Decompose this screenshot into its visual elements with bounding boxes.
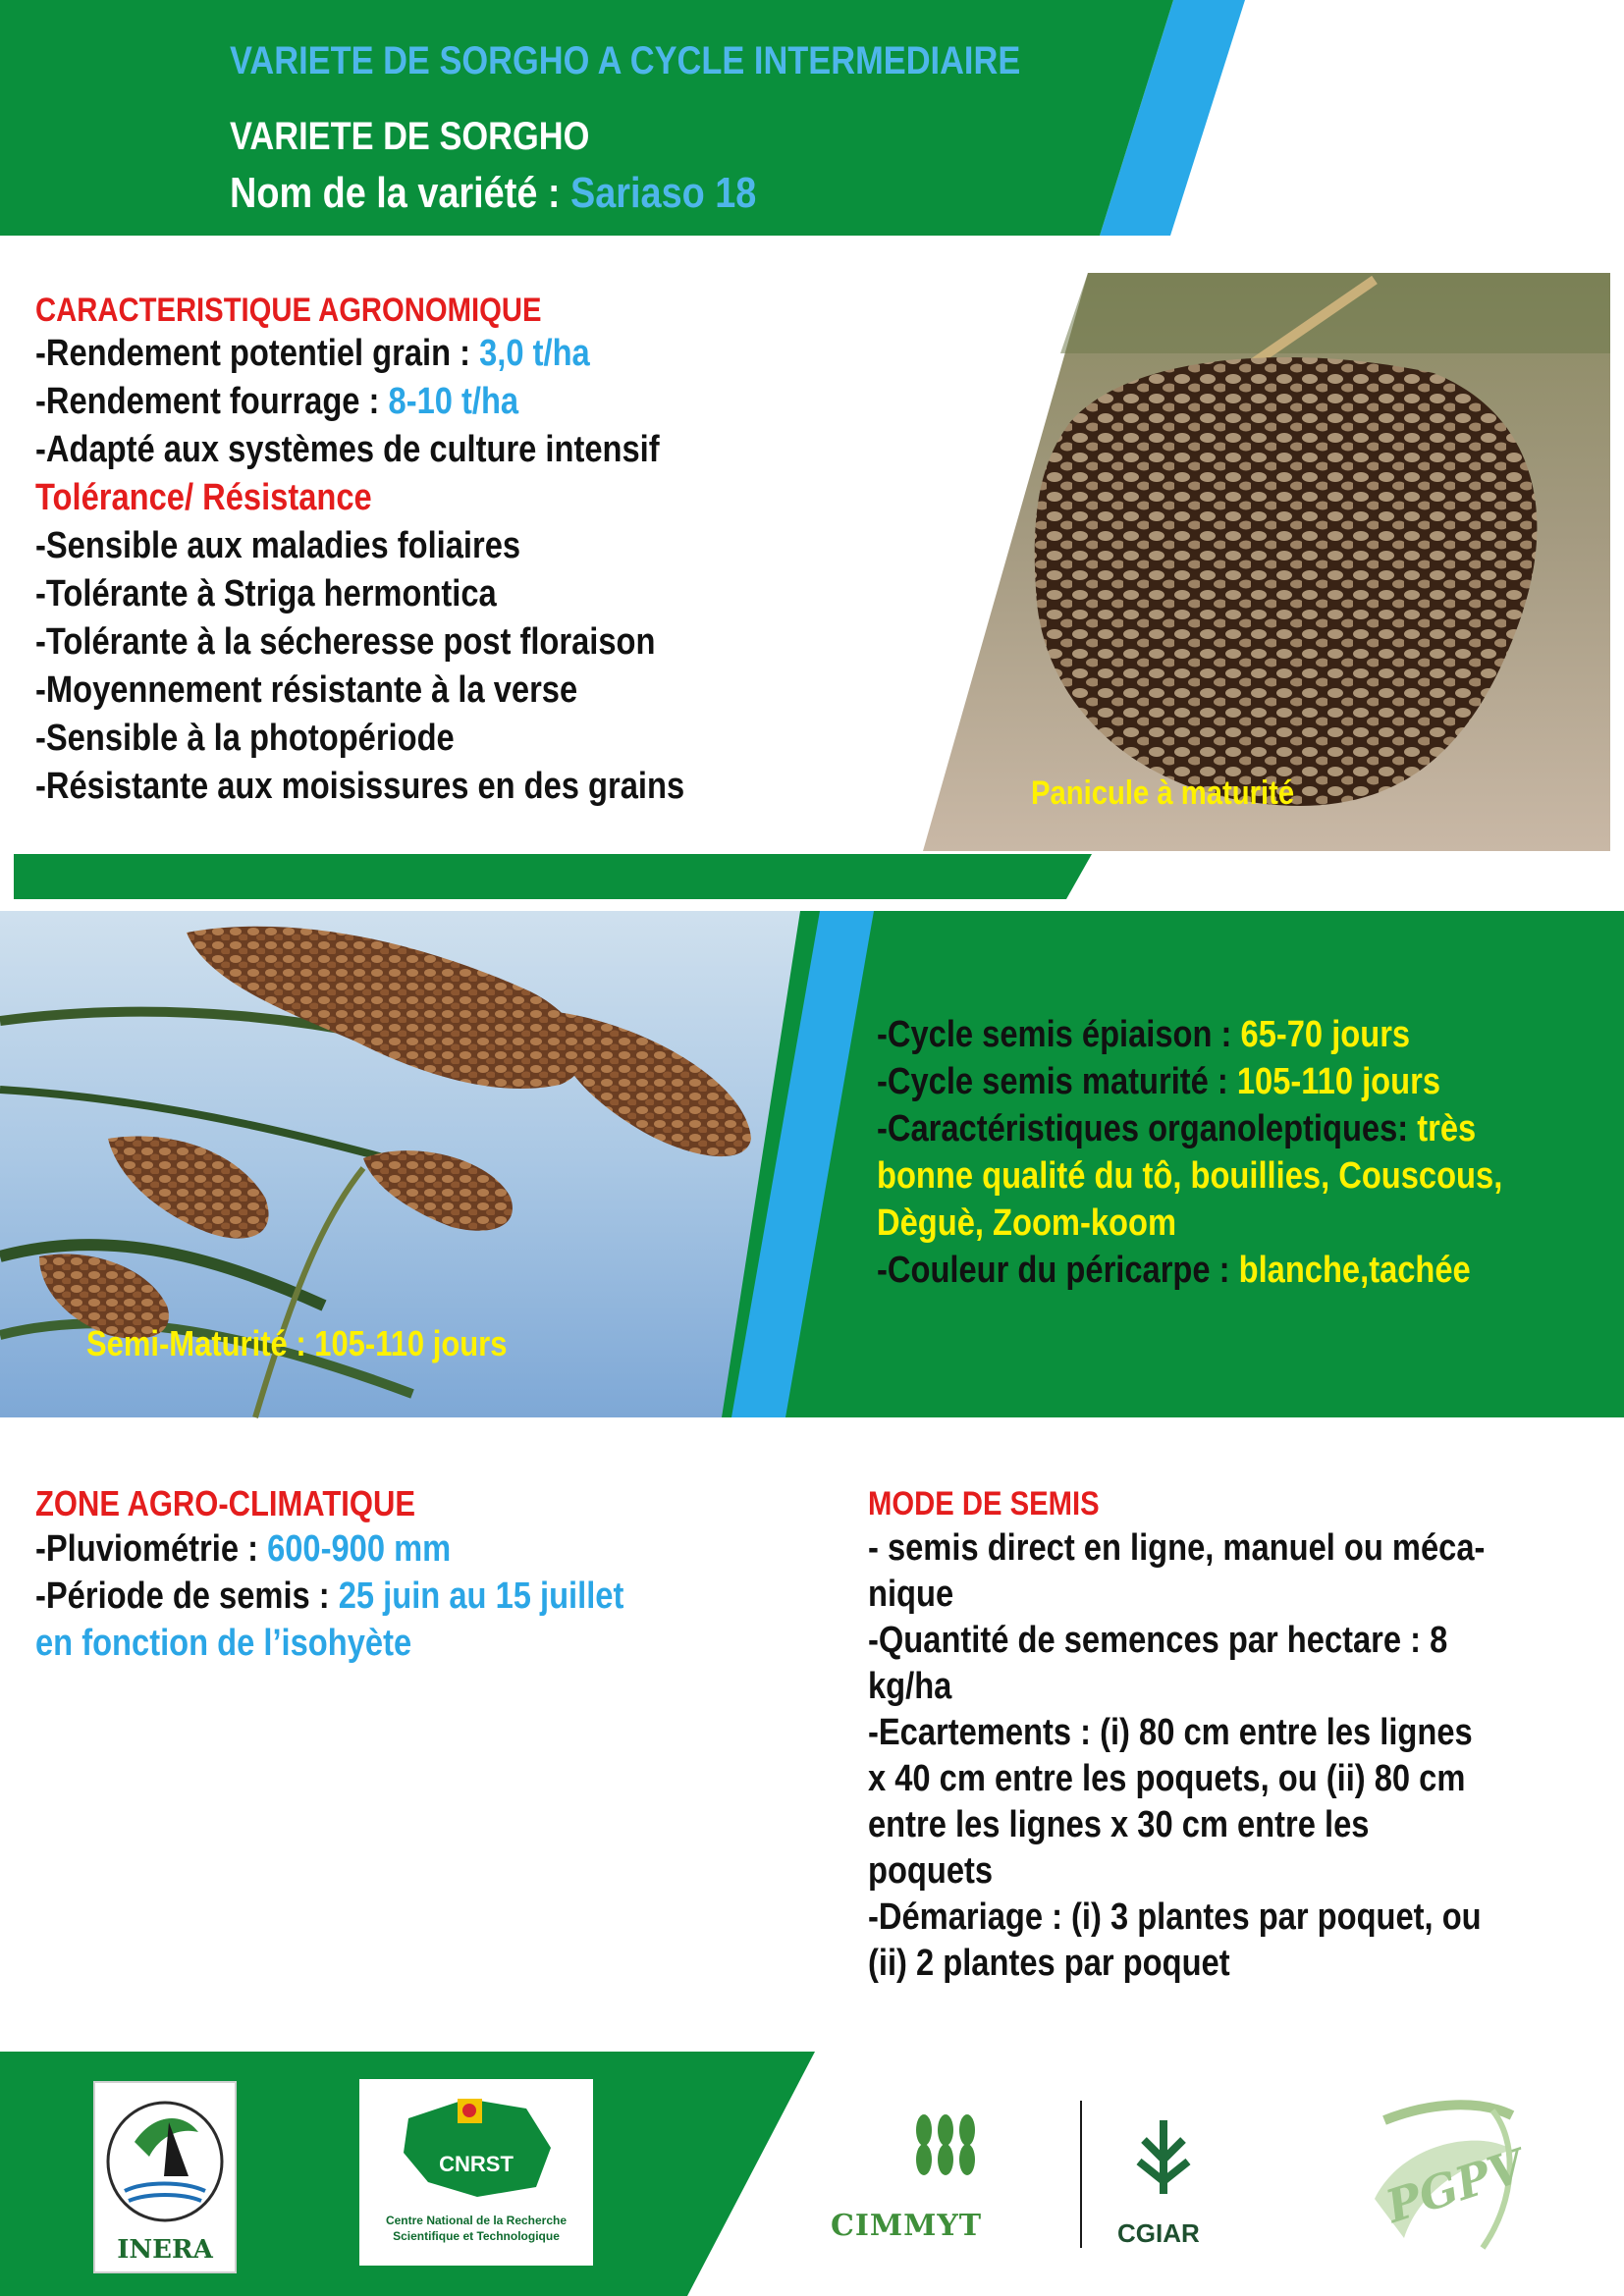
tolerance-item: -Sensible aux maladies foliaires (35, 525, 521, 566)
sowing-line: x 40 cm entre les poquets, ou (ii) 80 cm (868, 1758, 1466, 1799)
organo-label: -Caractéristiques organoleptiques: (877, 1108, 1418, 1149)
tolerance-heading: Tolérance/ Résistance (35, 477, 372, 518)
sowing-line: (ii) 2 plantes par poquet (868, 1943, 1230, 1984)
cimmyt-label: CIMMYT (831, 2209, 983, 2243)
sowing-section (868, 1482, 1485, 1987)
yield-grain-value: 3,0 t/ha (479, 333, 590, 374)
cnrst-logo (359, 2079, 593, 2266)
cycle-heading-value: 65-70 jours (1240, 1014, 1411, 1055)
cycle-heading-label: -Cycle semis épiaison : (877, 1014, 1241, 1055)
sowing-line: -Démariage : (i) 3 plantes par poquet, ou (868, 1896, 1482, 1938)
pericarp-label: -Couleur du péricarpe : (877, 1250, 1239, 1291)
yield-forage-label: -Rendement fourrage : (35, 381, 389, 422)
tolerance-item: -Moyennement résistante à la verse (35, 669, 578, 711)
tolerance-item: -Résistante aux moisissures en des grains (35, 766, 685, 807)
inera-emblem-icon (95, 2083, 235, 2230)
cycle-maturity-value: 105-110 jours (1236, 1061, 1440, 1102)
sowing-period-value: 25 juin au 15 juillet (338, 1575, 624, 1617)
yield-forage-value: 8-10 t/ha (388, 381, 519, 422)
yield-forage (35, 378, 684, 426)
cimmyt-logo (831, 2091, 1056, 2258)
organo-value-2: bonne qualité du tô, bouillies, Couscous, (877, 1155, 1503, 1197)
pgpv-logo (1345, 2081, 1542, 2268)
cycle-maturity-line (877, 1058, 1502, 1105)
sowing-line: - semis direct en ligne, manuel ou méca- (868, 1527, 1486, 1569)
cycle-maturity-label: -Cycle semis maturité : (877, 1061, 1237, 1102)
tolerance-item: -Sensible à la photopériode (35, 718, 455, 759)
sowing-line: nique (868, 1574, 954, 1615)
panicle-caption: Panicule à maturité (1031, 774, 1295, 812)
pericarp-line (877, 1247, 1502, 1294)
rain-line (35, 1525, 623, 1573)
cimmyt-wheat-icon (831, 2091, 1056, 2199)
variety-name-value: Sariaso 18 (569, 169, 757, 217)
agronomic-heading: CARACTERISTIQUE AGRONOMIQUE (35, 292, 542, 329)
cnrst-full-name: Centre National de la Recherche Scientifique et Technologique (385, 2214, 568, 2243)
zone-heading: ZONE AGRO-CLIMATIQUE (35, 1483, 415, 1523)
yield-grain-label: -Rendement potentiel grain : (35, 333, 480, 374)
logo-divider (1080, 2101, 1082, 2248)
organo-line (877, 1105, 1502, 1152)
adapted-text: -Adapté aux systèmes de culture intensif (35, 429, 660, 470)
cgiar-wheat-icon (1100, 2101, 1227, 2209)
variety-subtitle: VARIETE DE SORGHO (230, 115, 590, 158)
agronomic-section (35, 291, 684, 811)
sowing-line: -Quantité de semences par hectare : 8 (868, 1620, 1448, 1661)
tolerance-item: -Tolérante à Striga hermontica (35, 573, 497, 614)
inera-logo (93, 2081, 237, 2273)
sowing-line: -Ecartements : (i) 80 cm entre les lignes (868, 1712, 1473, 1753)
tolerance-item: -Tolérante à la sécheresse post floraison (35, 621, 656, 663)
rain-value: 600-900 mm (267, 1528, 452, 1570)
cycle-heading-line (877, 1011, 1502, 1058)
organo-value-3: Dèguè, Zoom-koom (877, 1202, 1177, 1244)
sowing-period-note: en fonction de l’isohyète (35, 1623, 412, 1664)
cgiar-label: CGIAR (1117, 2218, 1200, 2248)
inera-label: INERA (117, 2235, 213, 2265)
page-title: VARIETE DE SORGHO A CYCLE INTERMEDIAIRE (230, 39, 1021, 82)
cycle-section (877, 1011, 1502, 1294)
sowing-period-label: -Période de semis : (35, 1575, 339, 1617)
sowing-heading: MODE DE SEMIS (868, 1485, 1100, 1522)
cnrst-label: CNRST (439, 2152, 514, 2176)
variety-name-label: Nom de la variété : (230, 169, 570, 217)
sowing-line: entre les lignes x 30 cm entre les (868, 1804, 1370, 1845)
sowing-period-line (35, 1573, 623, 1620)
pericarp-value: blanche,tachée (1238, 1250, 1471, 1291)
rain-label: -Pluviométrie : (35, 1528, 268, 1570)
organo-value-1: très (1417, 1108, 1477, 1149)
zone-section (35, 1482, 623, 1667)
cgiar-logo (1100, 2101, 1227, 2258)
cnrst-map-icon (359, 2079, 593, 2207)
semi-maturity-caption: Semi-Maturité : 105-110 jours (86, 1323, 508, 1363)
sowing-line: poquets (868, 1850, 994, 1892)
sowing-line: kg/ha (868, 1666, 952, 1707)
yield-grain (35, 330, 684, 378)
pgpv-label: PGPV (1380, 2139, 1531, 2233)
